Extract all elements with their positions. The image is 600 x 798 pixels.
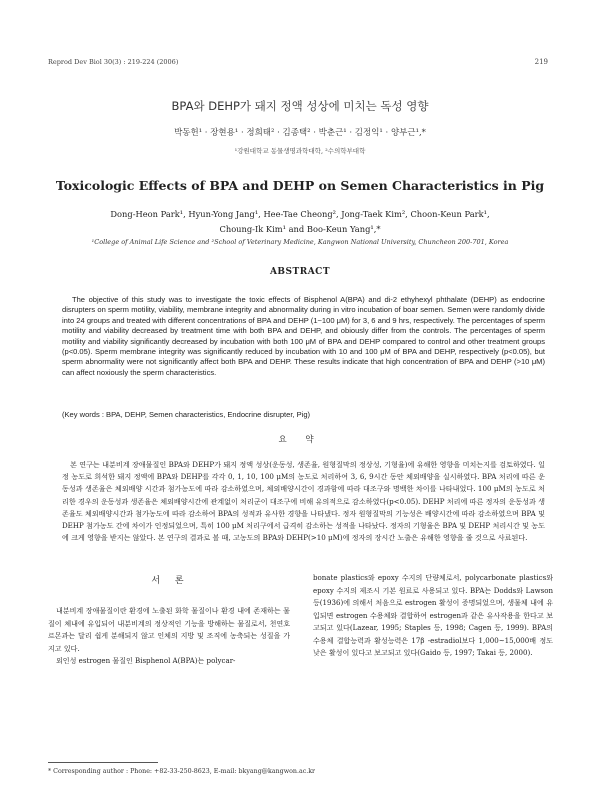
keywords: (Key words : BPA, DEHP, Semen characteristics, Endocrine disrupter, Pig) bbox=[62, 410, 311, 419]
introduction-heading: 서 론 bbox=[151, 576, 190, 586]
korean-title: BPA와 DEHP가 돼지 정액 성상에 미치는 독성 영향 bbox=[171, 99, 429, 113]
left-column bbox=[48, 605, 290, 668]
corresponding-author-footnote: * Corresponding author : Phone: +82-33-250-8623, E-mail: bkyang@kangwon.ac.kr bbox=[48, 768, 316, 775]
korean-authors: 박동헌¹ · 장현용¹ · 정희태² · 김종택² · 박춘근¹ · 김정익¹ · 양부근¹,* bbox=[174, 128, 426, 138]
korean-affiliation: ¹강원대학교 동물생명과학대학, ²수의학부대학 bbox=[234, 147, 366, 155]
korean-summary-text: 본 연구는 내분비계 장애물질인 BPA와 DEHP가 돼지 정액 성상(운동성, 생존율, 원형질막의 정상성, 기형율)에 유해한 영향을 미치는지를 검토하였다. 일정 농도로 희석한 돼지 정액에 BPA와 DEHP를 각각 0, 1, 10, 100 μM의 농도로 처리하여 3, 6, 9시간 동안 체외배양을 실시하였다. BPA 처리에 따른 운동성과 생존율은 체외배양 시간과 첨가농도에 따라 감소하였으며, 체외배양시간이 경과함에 따라 대조구와 명백한 차이를 나타내었다. 100 μM의 농도로 처리한 경우의 운동성과 생존율은 체외배양시간에 관계없이 처리군이 대조구에 비해 유의적으로 감소하였다(p<0.05). DEHP 처리에 따른 정자의 운동성과 생존율도 체외배양시간과 첨가농도에 따라 감소하여 BPA의 성적과 유사한 경향을 나타냈다. 정자 원형질막의 기능성은 배양시간에 따라 감소하였으며 BPA 및 DEHP 첨가농도 간에 차이가 인정되었으며, 특히 100 μM 처리구에서 급격히 감소하는 성적을 나타났다. 정자의 기형율은 BPA 및 DEHP 처리시간 및 농도에 크게 영향을 받지는 않았다. 본 연구의 결과로 볼 때, 고농도의 BPA와 DEHP(>10 μM)에 정자의 장시간 노출은 유해한 영향을 줄 것으로 사료된다. bbox=[62, 460, 545, 543]
intro-paragraph-3: bonate plastics와 epoxy 수지의 단량체로서, polycarbonate plastics와 epoxy 수지의 제조시 기본 원료로 사용되고 있다. BPA는 Dodds와 Lawson 등(1936)에 의해서 처음으로 estrogen 활성이 증명되었으며, 생물체 내에 유입되면 estrogen 수용체와 결합하여 estrogen과 같은 유사작용을 한다고 보고되고 있다(Lazear, 1995; Staples 등, 1998; Cagen 등, 1999). BPA의 수용체 결합능력과 활성능력은 17β -estradiol보다 1,000~15,000배 정도 낮은 활성이 있다고 보고되고 있다(Gaido 등, 1997; Takai 등, 2000). bbox=[313, 573, 553, 657]
intro-paragraph-2: 외인성 estrogen 물질인 Bisphenol A(BPA)는 polycar- bbox=[56, 656, 236, 665]
abstract-text: The objective of this study was to investigate the toxic effects of Bisphenol A(BPA) and di-2 ethyhexyl phthalate (DEHP) as endocrine disrupters on sperm motility, viability, membrane integrity and abnormality during in vitro incubation of boar semen. Semen were randomly divide into 24 groups and treated with different concentrations of BPA and DEHP (1~100 μM) for 3, 6 and 9 hrs, respectively. The percentages of sperm motility and viability decreased by treatment time with both BPA and DEHP, and obiously differ from the controls. The percentages of sperm motility and viability significantly decreased by incubation with both 100 μM of BPA and DEHP compared to control and other treatment groups (p<0.05). Sperm membrane integrity was significantly reduced by incubation with 10 and 100 μM of BPA and DEHP, respectively (p<0.05), but sperm abnormality were not significantly affect both BPA and DEHP. These results indicate that high concentration of BPA and DEHP (>10 μM) can affect noxiously the sperm characteristics. bbox=[62, 295, 545, 377]
intro-paragraph-1: 내분비계 장애물질이란 환경에 노출된 화학 물질이나 환경 내에 존재하는 물질이 체내에 유입되어 내분비계의 정상적인 기능을 방해하는 물질로서, 천연호르몬과는 달리 쉽게 분해되지 않고 인체의 지방 및 조직에 농축되는 성질을 가지고 있다. bbox=[48, 606, 290, 653]
korean-summary-heading: 요 약 bbox=[278, 435, 322, 445]
english-title: Toxicologic Effects of BPA and DEHP on Semen Characteristics in Pig bbox=[55, 178, 545, 193]
abstract-heading: ABSTRACT bbox=[269, 267, 331, 277]
page-number: 219 bbox=[534, 58, 548, 66]
abstract-body bbox=[62, 295, 545, 378]
english-authors-line2: Choung-Ik Kim¹ and Boo-Keun Yang¹,* bbox=[219, 224, 381, 234]
korean-summary-body bbox=[62, 459, 545, 544]
journal-citation: Reprod Dev Biol 30(3) : 219-224 (2006) bbox=[48, 58, 179, 66]
english-affiliation: ¹College of Animal Life Science and ²School of Veterinary Medicine, Kangwon National University, Chuncheon 200-701, Korea bbox=[91, 238, 509, 246]
right-column bbox=[313, 572, 553, 660]
english-authors-line1: Dong-Heon Park¹, Hyun-Yong Jang¹, Hee-Tae Cheong², Jong-Taek Kim², Choon-Keun Park¹, bbox=[110, 209, 490, 219]
footnote-rule bbox=[48, 762, 158, 763]
